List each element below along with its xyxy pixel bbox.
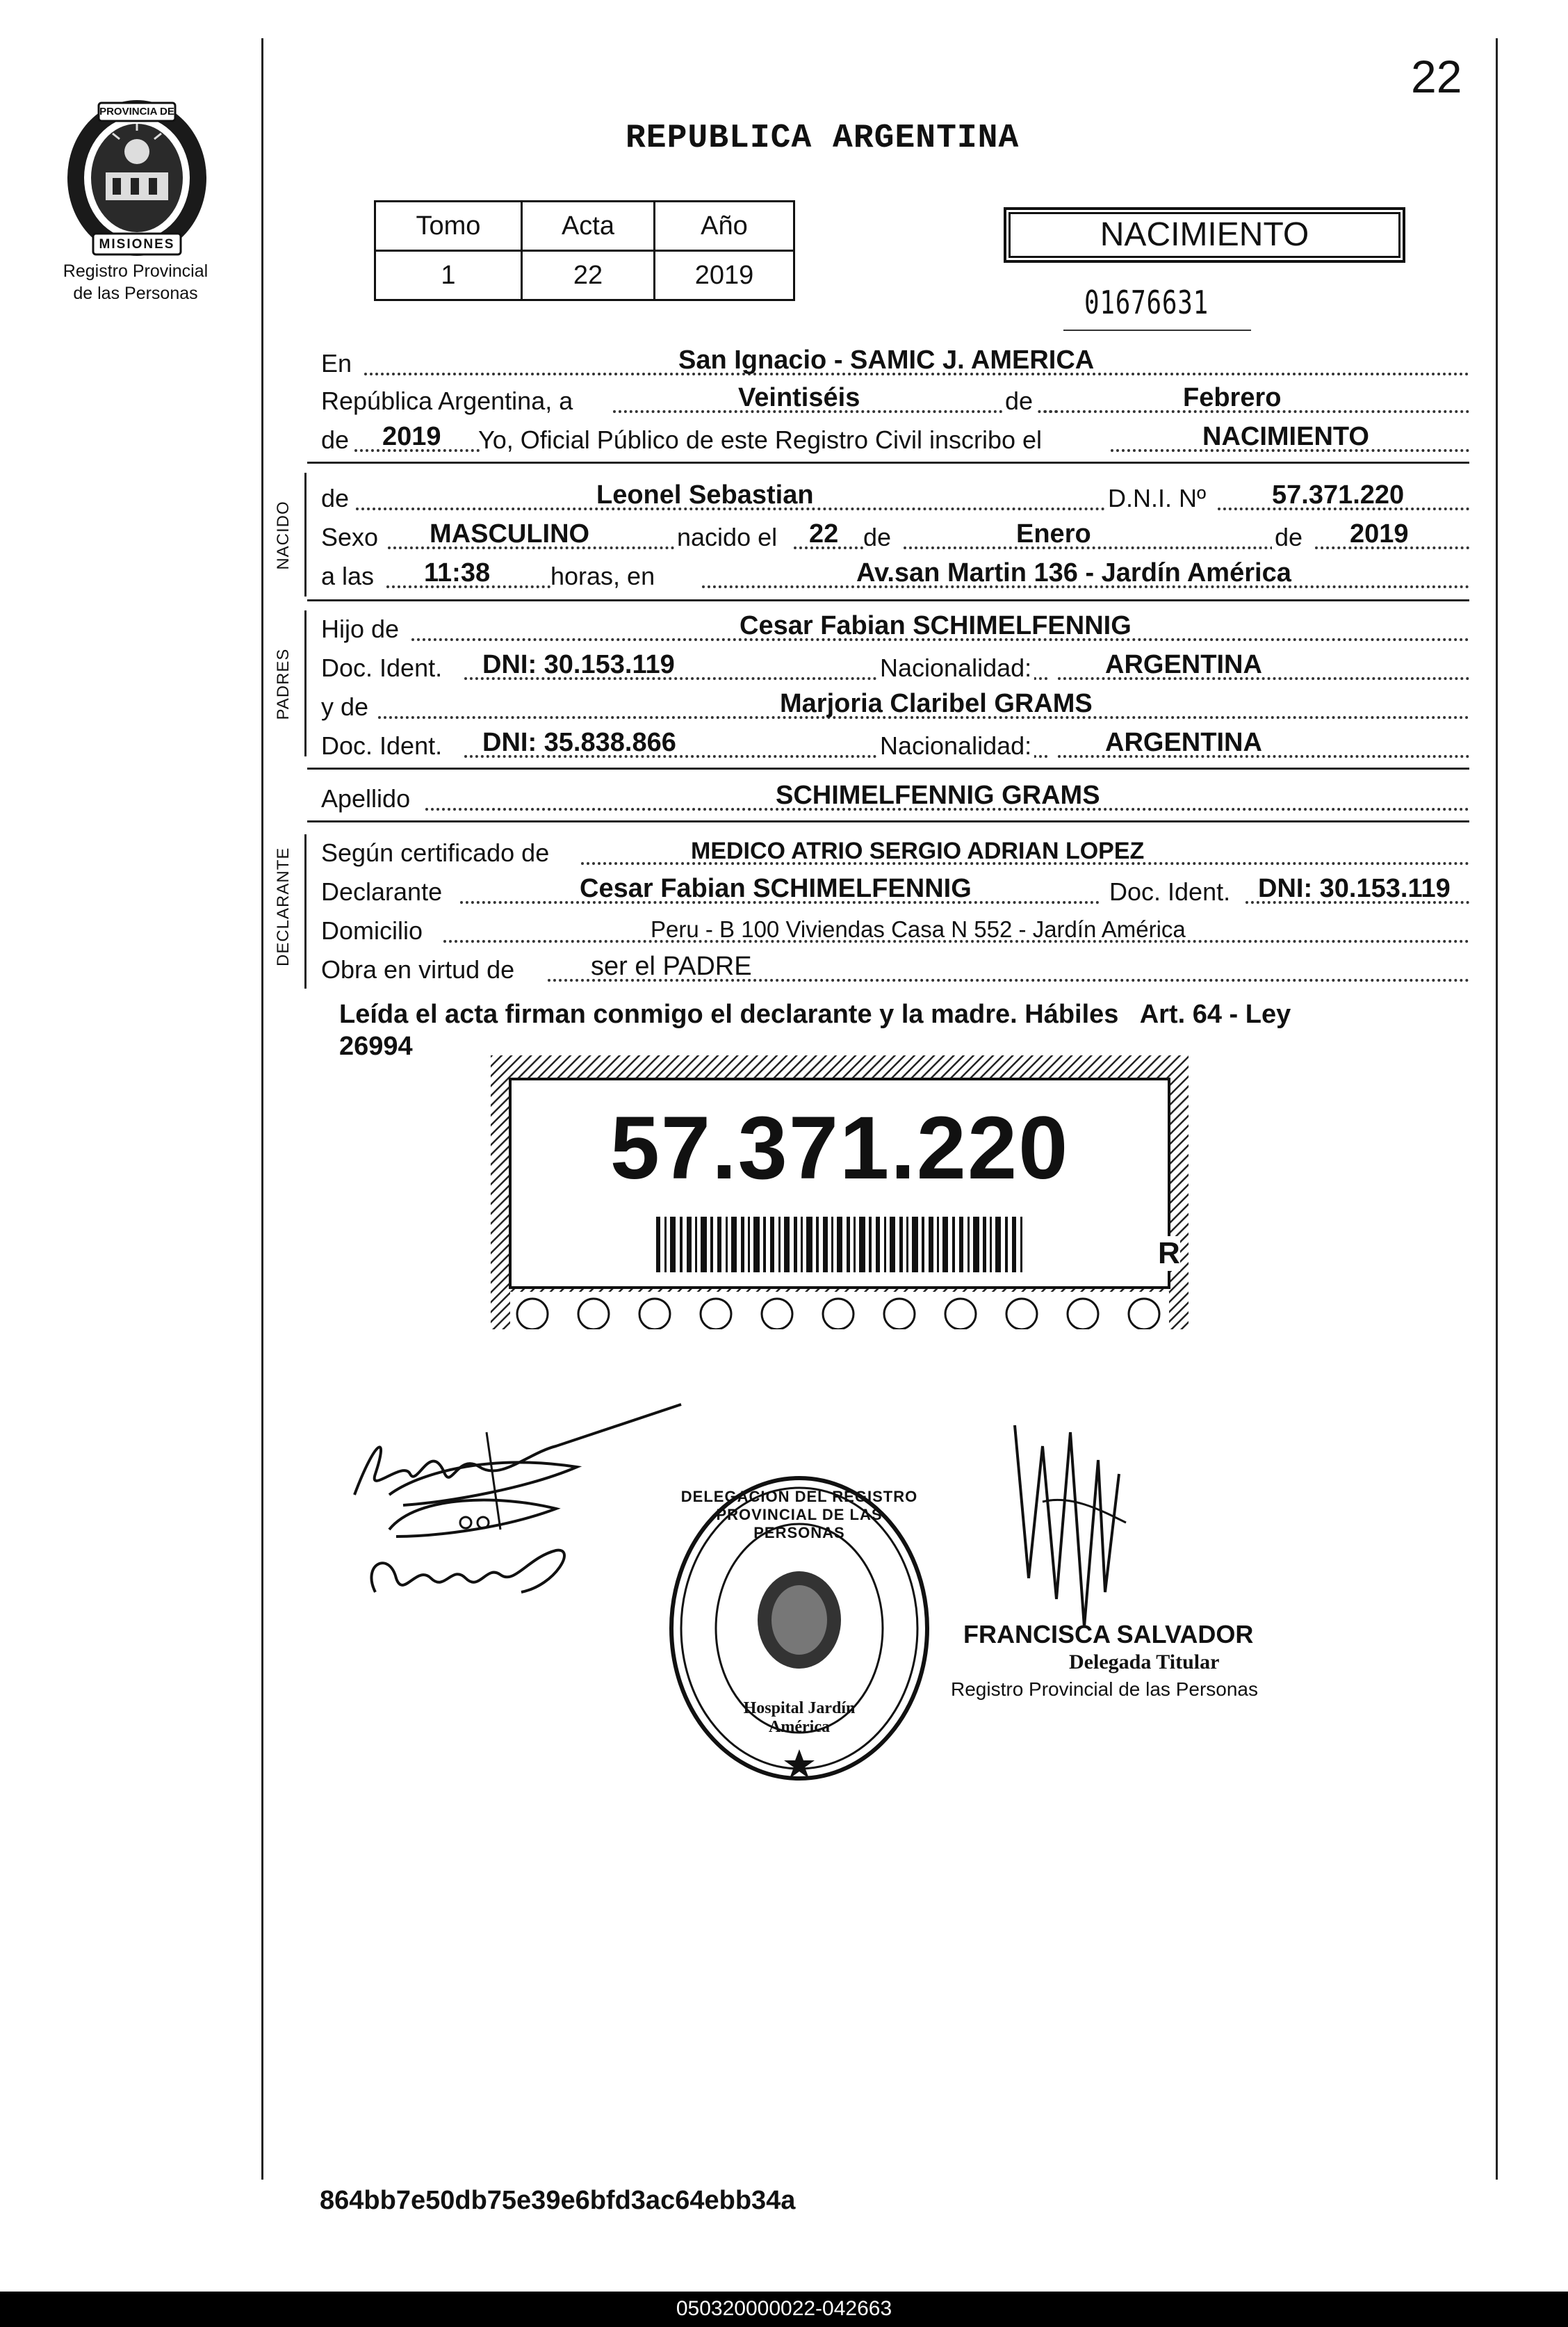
row-mother-doc [321, 727, 1469, 762]
yo-label: Yo, Oficial Público de este Registro Civil inscribo el [478, 425, 1043, 454]
divider-1 [307, 462, 1469, 464]
sticker-corner-letter: R [1158, 1236, 1180, 1270]
month-value: Febrero [1183, 383, 1282, 412]
dni-label: D.N.I. Nº [1105, 484, 1209, 513]
row-year [321, 421, 1469, 456]
row-hora [321, 558, 1469, 592]
sexo-label: Sexo [321, 523, 379, 551]
nacido-el-label: nacido el [674, 523, 780, 552]
nacido-side-label: NACIDO [274, 501, 293, 570]
mother-doc-value: DNI: 35.838.866 [482, 728, 676, 757]
apellido-label: Apellido [321, 784, 411, 813]
father-doc-label: Doc. Ident. [321, 654, 443, 682]
mother-nat-label: Nacionalidad: [877, 731, 1034, 761]
book-value-acta: 22 [521, 251, 654, 300]
child-name-value: Leonel Sebastian [596, 480, 814, 510]
registry-name-line2: de las Personas [73, 284, 198, 303]
row-nacido-name [321, 480, 1469, 514]
divider-4 [307, 820, 1469, 822]
row-apellido [321, 780, 1469, 815]
declarant-signature [348, 1390, 695, 1641]
declarante-value: Cesar Fabian SCHIMELFENNIG [580, 874, 972, 903]
padres-side-label: PADRES [274, 648, 293, 720]
padres-bar [304, 610, 307, 756]
act-value: NACIMIENTO [1202, 422, 1369, 451]
officer-role: Delegada Titular [1069, 1651, 1220, 1673]
serial-number: 01676631 [1084, 284, 1209, 321]
declarante-doc-label: Doc. Ident. [1106, 877, 1233, 907]
book-value-tomo: 1 [375, 251, 522, 300]
seal-ring-text: DELEGACION DEL REGISTRO PROVINCIAL DE LAS PERSONAS [680, 1488, 918, 1541]
nacido-bar [304, 473, 307, 597]
en-label: En [321, 349, 352, 378]
right-margin-line [1496, 38, 1498, 2180]
birth-place-value: Av.san Martin 136 - Jardín América [856, 558, 1291, 587]
domicilio-value: Peru - B 100 Viviendas Casa N 552 - Jardín América [651, 916, 1186, 942]
signature-scribble-icon [348, 1390, 695, 1641]
dni-sticker [491, 1055, 1189, 1329]
hijo-label: Hijo de [321, 615, 400, 643]
officer-name: FRANCISCA SALVADOR [963, 1620, 1254, 1648]
document-hash: 864bb7e50db75e39e6bfd3ac64ebb34a [320, 2186, 796, 2215]
book-table [374, 200, 795, 301]
declarante-doc-value: DNI: 30.153.119 [1258, 874, 1451, 903]
birth-time-value: 11:38 [424, 558, 491, 587]
mother-doc-label: Doc. Ident. [321, 731, 443, 760]
y-de-label: y de [321, 692, 369, 721]
province-logo [64, 96, 210, 263]
footer-code: 050320000022-042663 [676, 2297, 892, 2320]
birth-de2-label: de [1272, 523, 1305, 552]
row-hijo-de [321, 610, 1469, 645]
day-value: Veintiséis [738, 383, 860, 412]
seal-inner-text: Hospital Jardín América [743, 1699, 856, 1736]
registry-name-line1: Registro Provincial [63, 261, 209, 281]
row-sexo [321, 519, 1469, 553]
row-father-doc [321, 649, 1469, 684]
father-doc-value: DNI: 30.153.119 [482, 650, 675, 679]
sticker-dni-number: 57.371.220 [610, 1098, 1070, 1198]
divider-3 [307, 768, 1469, 770]
book-value-anio: 2019 [654, 251, 794, 300]
declarante-label: Declarante [321, 877, 443, 906]
sexo-value: MASCULINO [430, 519, 590, 549]
father-name-value: Cesar Fabian SCHIMELFENNIG [740, 611, 1132, 640]
officer-signature-icon [1001, 1418, 1168, 1648]
legal-note-line2: 26994 [339, 1032, 413, 1061]
left-margin-line [261, 38, 263, 2180]
row-republica [321, 382, 1469, 417]
birth-year-value: 2019 [1350, 519, 1409, 549]
mother-nat-value: ARGENTINA [1105, 728, 1262, 757]
segun-label: Según certificado de [321, 838, 550, 867]
republica-label: República Argentina, a [321, 387, 573, 415]
record-type-label: NACIMIENTO [1100, 216, 1309, 253]
serial-underline [1063, 330, 1251, 331]
row-domicilio [321, 912, 1469, 947]
row-en [321, 345, 1469, 380]
logo-text-bottom: MISIONES [99, 237, 175, 252]
segun-value: MEDICO ATRIO SERGIO ADRIAN LOPEZ [691, 838, 1145, 864]
en-value: San Ignacio - SAMIC J. AMERICA [678, 346, 1095, 375]
a-las-label: a las [321, 562, 375, 590]
horas-label: horas, en [550, 562, 655, 590]
row-obra [321, 951, 1469, 986]
obra-label: Obra en virtud de [321, 955, 515, 984]
intro-year-value: 2019 [382, 422, 441, 451]
legal-note-line1: Leída el acta firman conmigo el declarante y la madre. Hábiles Art. 64 - Ley [339, 1000, 1291, 1029]
declarante-side-label: DECLARANTE [274, 847, 293, 966]
book-header-acta: Acta [521, 202, 654, 251]
father-nat-value: ARGENTINA [1105, 650, 1262, 679]
declarante-bar [304, 834, 307, 989]
father-nat-label: Nacionalidad: [877, 654, 1034, 683]
row-y-de [321, 688, 1469, 723]
domicilio-label: Domicilio [321, 916, 423, 945]
de2-label: de [321, 425, 350, 454]
row-declarante [321, 873, 1469, 908]
book-header-tomo: Tomo [375, 202, 522, 251]
birth-day-value: 22 [809, 519, 839, 549]
nacido-de-label: de [321, 484, 350, 512]
officer-office: Registro Provincial de las Personas [951, 1678, 1258, 1700]
book-header-anio: Año [654, 202, 794, 251]
row-segun [321, 834, 1469, 869]
birth-month-value: Enero [1016, 519, 1091, 549]
de-label: de [1002, 387, 1036, 416]
officer-signature [1001, 1418, 1168, 1648]
logo-text-top: PROVINCIA DE [99, 106, 174, 117]
official-seal [666, 1471, 933, 1785]
country-title: REPUBLICA ARGENTINA [626, 120, 1020, 157]
page-number: 22 [1411, 51, 1462, 102]
birth-de-label: de [863, 523, 892, 551]
mother-name-value: Marjoria Claribel GRAMS [780, 689, 1093, 718]
divider-2 [307, 599, 1469, 601]
child-dni-value: 57.371.220 [1272, 480, 1405, 510]
obra-value: ser el PADRE [591, 952, 752, 981]
apellido-value: SCHIMELFENNIG GRAMS [776, 781, 1100, 810]
